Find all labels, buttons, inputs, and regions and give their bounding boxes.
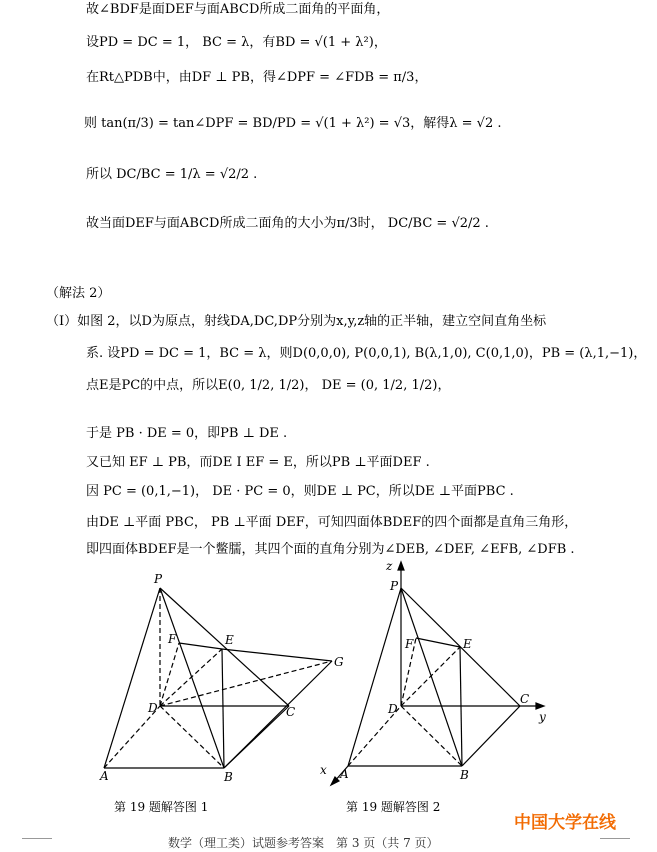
text-line-11: 于是 PB · DE = 0，即PB ⊥ DE .	[86, 426, 288, 441]
text-line-14: 由DE ⊥平面 PBC， PB ⊥平面 DEF，可知四面体BDEF的四个面都是直角三角形，	[86, 515, 578, 530]
text-line-8: （Ⅰ）如图 2，以D为原点，射线DA,DC,DP分别为x,y,z轴的正半轴，建立空间直角坐标	[46, 314, 547, 329]
edge-eb	[222, 649, 224, 768]
label-b: B	[460, 768, 469, 782]
figure-2-caption: 第 19 题解答图 2	[346, 800, 441, 814]
edge-fe	[179, 643, 222, 649]
edge-bc	[462, 706, 520, 766]
edge-pb	[160, 588, 224, 768]
label-f: F	[405, 637, 414, 651]
text-line-13: 因 PC = (0,1,−1)， DE · PC = 0，则DE ⊥ PC，所以DE ⊥平面PBC .	[86, 484, 514, 499]
label-e: E	[463, 637, 472, 651]
edge-pa	[104, 588, 160, 768]
label-p: P	[154, 572, 163, 586]
edge-df	[160, 643, 179, 706]
edge-db	[401, 706, 462, 766]
label-a: A	[100, 769, 109, 783]
edge-dg	[160, 661, 332, 706]
label-x: x	[320, 763, 327, 777]
label-g: G	[334, 655, 344, 669]
edge-de	[401, 647, 460, 706]
text-line-9: 系. 设PD = DC = 1，BC = λ，则D(0,0,0), P(0,0,1), B(λ,1,0), C(0,1,0)，PB = (λ,1,−1)，	[86, 346, 647, 361]
figure-2-diagram	[308, 556, 568, 791]
text-line-7: （解法 2）	[46, 286, 111, 301]
edge-pb	[401, 588, 462, 766]
label-c: C	[286, 705, 296, 719]
text-line-2: 设PD = DC = 1， BC = λ，有BD = √(1 + λ²)，	[86, 35, 387, 50]
text-line-5: 所以 DC/BC = 1/λ = √2/2 .	[86, 167, 258, 182]
label-a: A	[340, 767, 349, 781]
edge-pa	[348, 588, 401, 766]
footer-rule-left	[22, 838, 52, 839]
text-line-3: 在Rt△PDB中，由DF ⊥ PB，得∠DPF = ∠FDB = π/3，	[86, 70, 428, 85]
brand-watermark: 中国大学在线	[514, 813, 616, 833]
label-e: E	[225, 633, 234, 647]
text-line-10: 点E是PC的中点，所以E(0, 1/2, 1/2)， DE = (0, 1/2, 1/2)，	[86, 378, 451, 393]
axis-y-arrow	[536, 703, 544, 709]
text-line-12: 又已知 EF ⊥ PB，而DE I EF = E，所以PB ⊥平面DEF .	[86, 455, 430, 470]
label-d: D	[148, 701, 158, 715]
text-line-6: 故当面DEF与面ABCD所成二面角的大小为π/3时， DC/BC = √2/2 .	[86, 216, 489, 231]
edge-ad	[104, 706, 160, 768]
text-line-1: 故∠BDF是面DEF与面ABCD所成二面角的平面角，	[86, 2, 390, 17]
label-c: C	[520, 692, 530, 706]
page-footer: 数学（理工类）试题参考答案 第 3 页（共 7 页）	[168, 836, 439, 850]
axis-z-arrow	[398, 562, 404, 570]
figure-1-caption: 第 19 题解答图 1	[114, 800, 209, 814]
label-f: F	[168, 632, 177, 646]
footer-rule-right	[600, 838, 630, 839]
text-line-4: 则 tan(π/3) = tan∠DPF = BD/PD = √(1 + λ²) = √3，解得λ = √2 .	[84, 116, 502, 131]
text-line-15: 即四面体BDEF是一个鳖臑，其四个面的直角分别为∠DEB, ∠DEF, ∠EFB, ∠DFB .	[86, 542, 575, 557]
edge-db	[160, 706, 224, 768]
label-b: B	[224, 770, 233, 784]
label-y: y	[539, 710, 546, 724]
label-d: D	[388, 702, 398, 716]
label-z: z	[386, 559, 393, 573]
label-p: P	[390, 579, 399, 593]
